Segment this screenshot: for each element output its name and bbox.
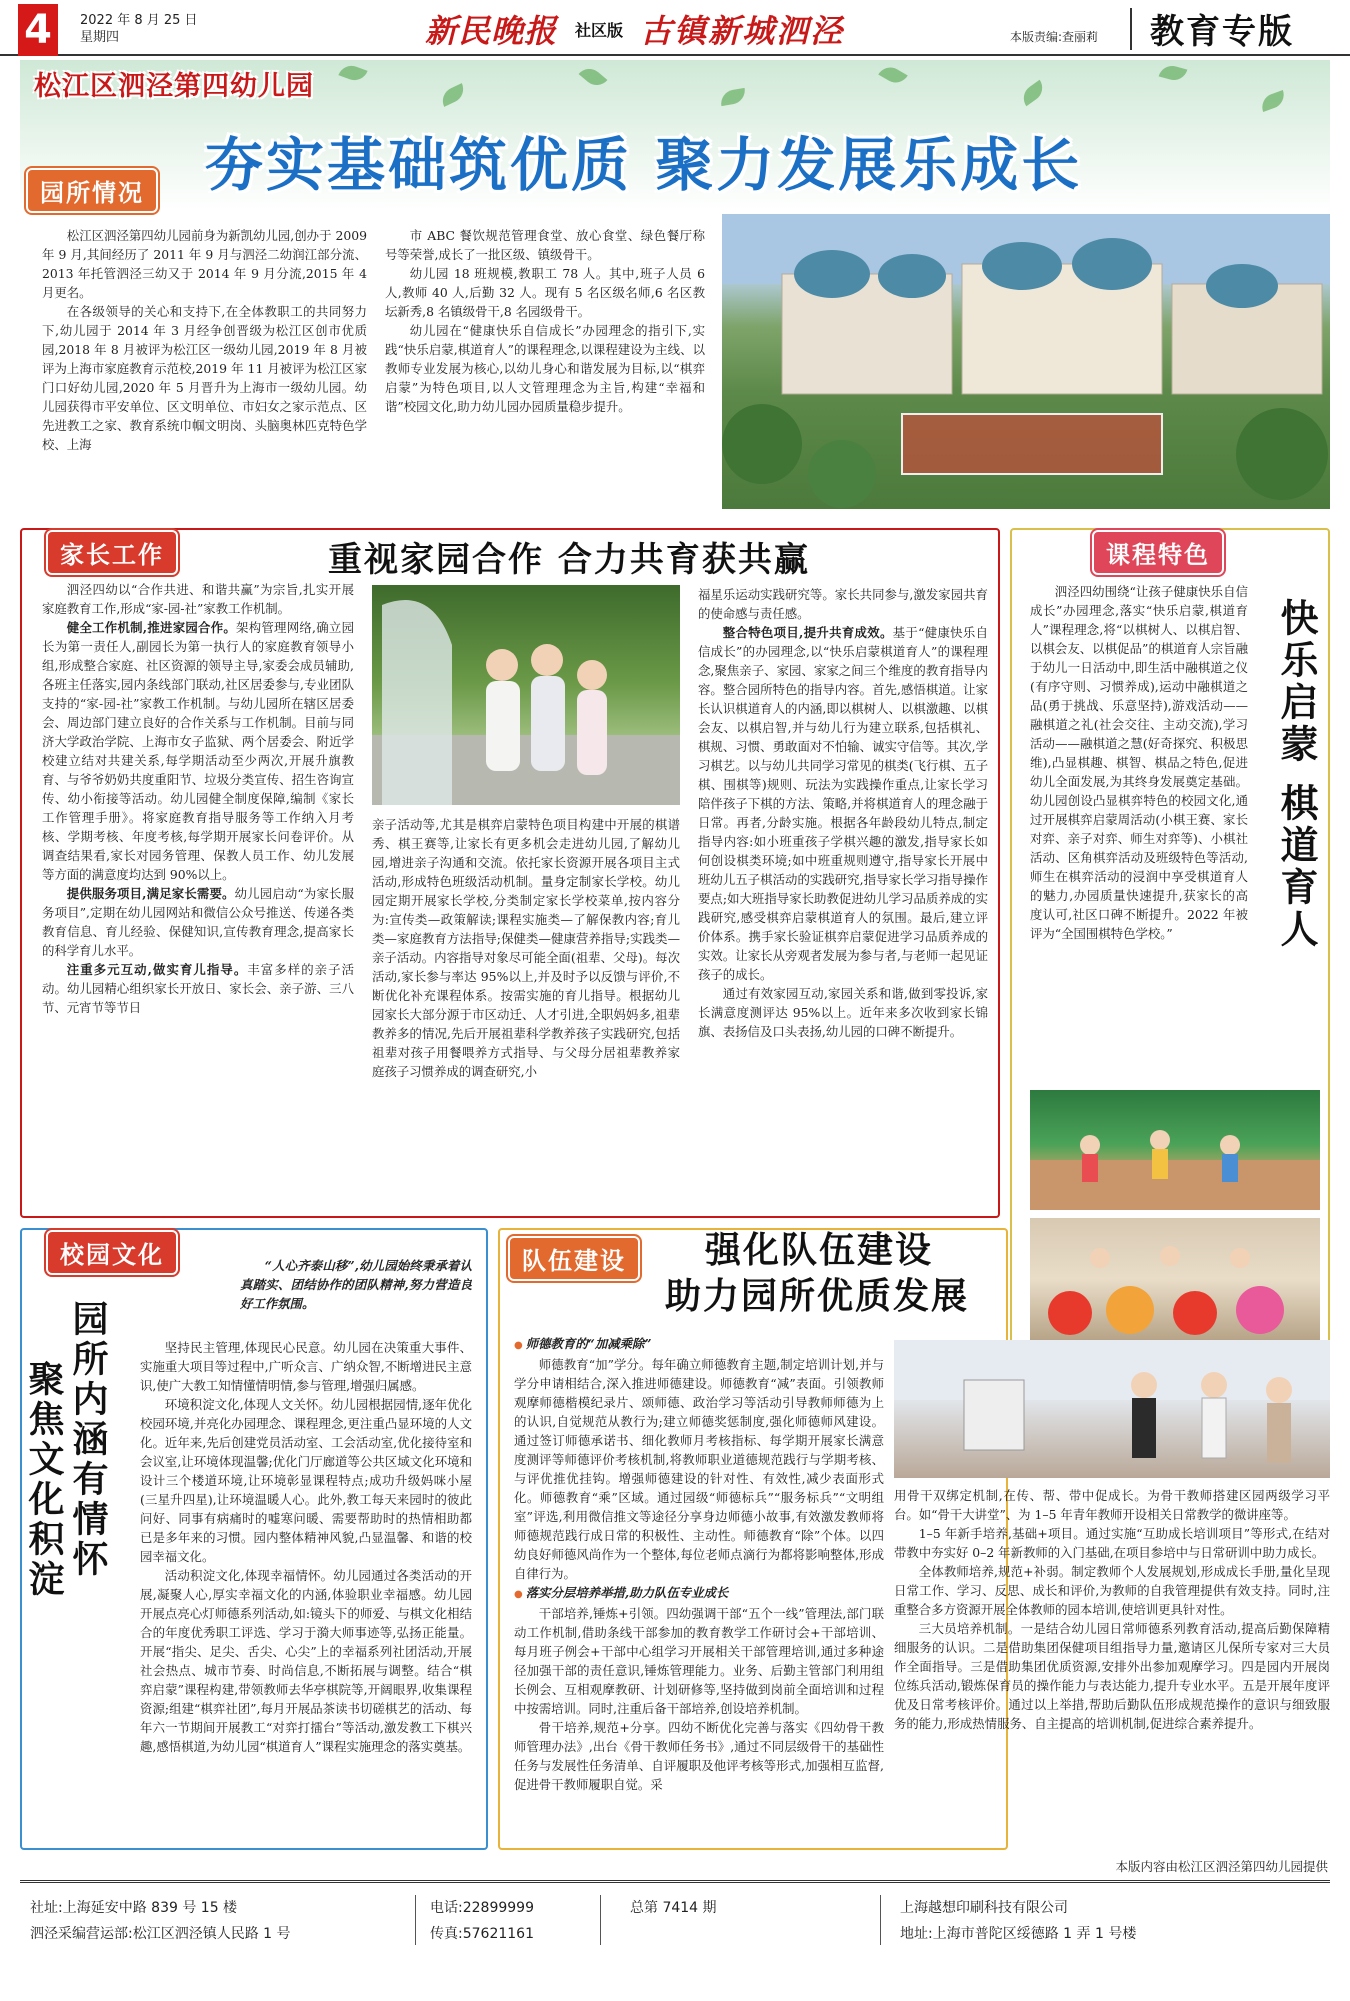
family-lead: 注重多元互动,做实育儿指导。 bbox=[66, 962, 248, 977]
culture-motto-text: “人心齐泰山移”,幼儿园始终秉承着认真踏实、团结协作的团队精神,努力营造良好工作氛围。 bbox=[240, 1258, 472, 1311]
culture-paragraph: 坚持民主管理,体现民心民意。幼儿园在决策重大事件、实施重大项目等过程中,广听众言、广纳众智,不断增进民主意识,使广大教工知情懂情明情,参与管理,增强归属感。 bbox=[140, 1340, 472, 1393]
tag-team-building: 队伍建设 bbox=[508, 1236, 640, 1281]
team-paragraph: 师德教育“加”学分。每年确立师德教育主题,制定培训计划,并与学分申请相结合,深入推进师德建设。师德教育“减”表面。引领教师观摩师德楷模纪录片、颂师德、政治学习等活动引导教师师德为上的认识,自觉规范从教行为;建立师德奖惩制度,强化师德师风建设。通过签订师德承诺书、细化教师月考核指标、每学期开展家长满意度测评等师德评价考核机制,将教师职业道德规范践行与学期考核、与评优推优挂钩。增强师德建设的针对性、有效性,减少表面形式化。师德教育“乘”区域。通过园级“师德标兵”“服务标兵”“文明组室”评选,利用微信推文等途径分享身边师德小故事,有效激发教师将师德规范践行成日常的积极性、主动性。师德教育“除”个体。以四幼良好师德风尚作为一个整体,每位老师点滴行为都将影响整体,形成自律行为。 bbox=[514, 1357, 884, 1581]
team-subheading: ● 落实分层培养举措,助力队伍专业成长 bbox=[514, 1583, 884, 1604]
tag-school-overview: 园所情况 bbox=[26, 168, 158, 213]
family-lead: 整合特色项目,提升共育成效。 bbox=[722, 625, 893, 640]
masthead bbox=[0, 0, 1350, 56]
editor-note: 本版责编:查丽莉 bbox=[1010, 30, 1099, 44]
tag-curriculum: 课程特色 bbox=[1092, 530, 1224, 575]
footer-divider bbox=[880, 1895, 881, 1945]
team-heading-line-2: 助力园所优质发展 bbox=[665, 1276, 970, 1317]
footer-issue: 总第 7414 期 bbox=[630, 1900, 717, 1916]
leaf-decoration bbox=[1258, 90, 1287, 112]
date-block bbox=[80, 12, 198, 46]
leaf-decoration bbox=[338, 62, 367, 84]
leaf-decoration bbox=[579, 63, 608, 90]
curriculum-heading: 快乐启蒙 棋道育人 bbox=[1274, 598, 1318, 952]
footer-divider bbox=[415, 1895, 416, 1945]
culture-heading-line-1: 园所内涵有情怀 bbox=[67, 1300, 108, 1580]
intro-column-1 bbox=[42, 226, 367, 498]
section-title: 教育专版 bbox=[1150, 12, 1294, 52]
content-credit: 本版内容由松江区泗泾第四幼儿园提供 bbox=[1115, 1859, 1328, 1874]
intro-paragraph: 幼儿园在“健康快乐自信成长”办园理念的指引下,实践“快乐启蒙,棋道育人”的课程理念,以课程建设为主线、以教师专业发展为核心,以幼儿身心和谐发展为目标,以“棋弈启蒙”为特色项目,以人文管理理念为主旨,构建“幸福和谐”校园文化,助力幼儿园办园质量稳步提升。 bbox=[385, 323, 705, 414]
school-name: 松江区泗泾第四幼儿园 bbox=[34, 71, 314, 102]
issue-weekday: 星期四 bbox=[80, 30, 120, 45]
family-paragraph bbox=[42, 960, 354, 1017]
family-paragraph: 福星乐运动实践研究等。家长共同参与,激发家园共育的使命感与责任感。 bbox=[698, 587, 988, 621]
team-heading-line-1: 强化队伍建设 bbox=[705, 1230, 934, 1271]
parents-illustration bbox=[372, 585, 680, 805]
intro-paragraph: 幼儿园 18 班规模,教职工 78 人。其中,班子人员 6 人,教师 40 人,后勤 32 人。现有 5 名区级名师,6 名区教坛新秀,8 名镇级骨干,8 名园级骨干。 bbox=[385, 266, 705, 319]
intro-column-2 bbox=[385, 226, 705, 498]
culture-paragraph: 环境积淀文化,体现人文关怀。幼儿园根据园情,逐年优化校园环境,并亮化办园理念、课程理念,更注重凸显环境的人文化。近年来,先后创建党员活动室、工会活动室,优化接待室和会议室,让环境体现温馨;优化门厅廊道等公共区域文化环境和设计三个楼道环境,让环境彰显课程特点;成功升级妈咪小屋(三星升四星),让环境温暖人心。此外,教工每天来园时的彼此问好、同事有病痛时的嘘寒问暖、需要帮助时的热情相助都已是多年来的习惯。园内整体精神风貌,凸显温馨、和谐的校园幸福文化。 bbox=[140, 1397, 472, 1564]
team-paragraph: 三大员培养机制。一是结合幼儿园日常师德系列教育活动,提高后勤保障精细服务的认识。二是借助集团保健项目组指导力量,邀请区儿保所专家对三大员作全面指导。三是借助集团优质资源,安排外出参加观摩学习。四是园内开展岗位练兵活动,锻炼保育员的操作能力与表达能力,提升专业水平。五是开展年度评优及日常考核评价。通过以上举措,帮助后勤队伍形成规范操作的意识与细致服务的能力,形成热情服务、自主提高的培训机制,促进综合素养提升。 bbox=[894, 1621, 1330, 1731]
family-paragraph bbox=[42, 884, 354, 960]
parents-photo bbox=[372, 585, 680, 805]
top-banner bbox=[20, 60, 1330, 210]
family-heading: 重视家园合作 合力共育获共赢 bbox=[318, 532, 820, 581]
intro-paragraph: 市 ABC 餐饮规范管理食堂、放心食堂、绿色餐厅称号等荣誉,成长了一批区级、镇级骨干。 bbox=[385, 228, 705, 262]
campus-illustration bbox=[722, 214, 1330, 509]
footer-fax: 传真:57621161 bbox=[430, 1926, 534, 1942]
leaf-decoration bbox=[438, 83, 467, 107]
team-column-1 bbox=[514, 1334, 884, 1840]
footer-printer-address: 地址:上海市普陀区绥德路 1 弄 1 号楼 bbox=[900, 1926, 1137, 1942]
culture-column bbox=[140, 1338, 472, 1838]
paper-edition: 社区版 bbox=[575, 21, 624, 40]
family-lead: 健全工作机制,推进家园合作。 bbox=[66, 620, 237, 635]
footer-phone: 电话:22899999 bbox=[430, 1900, 534, 1916]
campus-aerial-photo bbox=[722, 214, 1330, 509]
footer bbox=[20, 1880, 1330, 1990]
paper-name: 新民晚报 bbox=[425, 12, 558, 50]
family-text: 架构管理网络,确立园长为第一责任人,副园长为第一执行人的家庭教育领导小组,形成整合家庭、社区资源的领导主导,家委会成员辅助,各班主任落实,园内条线部门联动,社区居委参与,专业团队支持的“家-园-社”家教工作机制。与幼儿园所在辖区居委会、周边部门建立良好的合作关系与工作机制。目前与同济大学政治学院、上海市女子监狱、两个居委会、附近学校建立结对共建关系,每学期活动至少两次,开展升旗教育、与爷爷奶奶共度重阳节、垃圾分类宣传、招生咨询宣传、幼小衔接等活动。幼儿园健全制度保障,编制《家长工作管理手册》。将家庭教育指导服务等工作纳入月考核、学期考核、年度考核,每学期开展家长问卷评价。从调查结果看,家长对园务管理、保教人员工作、幼儿发展等方面的满意度均达到 90%以上。 bbox=[42, 620, 354, 882]
family-column-3 bbox=[698, 585, 988, 1180]
balls-illustration bbox=[1030, 1218, 1320, 1340]
leaf-decoration bbox=[719, 88, 747, 106]
teachers-award-photo bbox=[894, 1340, 1330, 1478]
curriculum-text bbox=[1030, 582, 1248, 1082]
leaf-decoration bbox=[878, 62, 908, 87]
team-heading bbox=[665, 1228, 1005, 1320]
family-text: 幼儿园启动“为家长服务项目”,定期在幼儿园网站和微信公众号推送、传递各类教育信息、育儿经验、保健知识,宣传教育理念,提高家长的科学育儿水平。 bbox=[42, 886, 354, 958]
team-column-2 bbox=[894, 1486, 1330, 1856]
team-paragraph: 用骨干双绑定机制,在传、帮、带中促成长。为骨干教师搭建区园两级学习平台。如“骨干大讲堂”、为 1–5 年青年教师开设相关日常教学的微讲座等。 bbox=[894, 1488, 1330, 1522]
main-headline: 夯实基础筑优质 聚力发展乐成长 bbox=[205, 131, 1083, 199]
culture-heading-line-2: 聚焦文化积淀 bbox=[23, 1360, 64, 1600]
team-paragraph: 1–5 年新手培养,基础+项目。通过实施“互助成长培训项目”等形式,在结对带教中夯实好 0–2 年新教师的入门基础,在项目参培中与日常研训中助力成长。 bbox=[894, 1526, 1330, 1560]
culture-paragraph: 活动积淀文化,体现幸福情怀。幼儿园通过各类活动的开展,凝聚人心,厚实幸福文化的内涵,体验职业幸福感。幼儿园开展点亮心灯师德系列活动,如:镜头下的师爱、与棋文化相结合的年度优秀职工评选、学习于漪大师事迹等,弘扬正能量。开展“指尖、足尖、舌尖、心尖”上的幸福系列社团活动,开展社会热点、城市节奏、时尚信息,不断拓展与调整。结合“棋弈启蒙”课程构建,带领教师去华亭棋院等,开阔眼界,收集课程资源;组建“棋弈社团”,每月开展品茶读书切磋棋艺的活动、每年六一节期间开展教工“对弈打擂台”等活动,激发教工下棋兴趣,感悟棋道,为幼儿园“棋道育人”课程实施理念的落实奠基。 bbox=[140, 1568, 472, 1754]
page-number: 4 bbox=[18, 4, 58, 56]
intro-paragraph: 松江区泗泾第四幼儿园前身为新凯幼儿园,创办于 2009 年 9 月,其间经历了 2011 年 9 月与泗泾二幼润江部分流、2013 年托管泗泾三幼又于 2014 年 9 月分流,2015 年 4 月更名。 bbox=[42, 228, 367, 300]
teachers-illustration bbox=[894, 1340, 1330, 1478]
playground-illustration bbox=[1030, 1090, 1320, 1210]
team-paragraph: 干部培养,锤炼+引领。四幼强调干部“五个一线”管理法,部门联动工作机制,借助条线干部参加的教育教学工作研讨会+干部培训、每月班子例会+干部中心组学习开展相关干部管理培训,通过多种途径加强干部的责任意识,锤炼管理能力。业务、后勤主管部门利用组长例会、互相观摩教研、计划研修等,坚持做到岗前全面培训和过程中按需培训。同时,注重后备干部培养,创设培养机制。 bbox=[514, 1606, 884, 1716]
paper-local-name: 古镇新城泗泾 bbox=[640, 12, 845, 50]
family-lead: 提供服务项目,满足家长需要。 bbox=[66, 886, 235, 901]
team-paragraph: 全体教师培养,规范+补弱。制定教师个人发展规划,形成成长手册,量化呈现日常工作、学习、反思、成长和评价,为教师的自我管理提供有效支持。同时,注重整合多方资源开展全体教师的园本培训,使培训更具针对性。 bbox=[894, 1564, 1330, 1617]
issue-date: 2022 年 8 月 25 日 bbox=[80, 13, 198, 28]
curriculum-paragraph: 泗泾四幼围绕“让孩子健康快乐自信成长”办园理念,落实“快乐启蒙,棋道育人”课程理念,将“以棋树人、以棋启智、以棋会友、以棋促品”的棋道育人宗旨融于幼儿一日活动中,即生活中融棋道之仪(有序守则、习惯养成),运动中融棋道之品(勇于挑战、乐意坚持),游戏活动——融棋道之礼(社会交往、主动交流),学习活动——融棋道之慧(好奇探究、积极思维),凸显棋趣、棋智、棋品之特色,促进幼儿全面发展,为其终身发展奠定基础。幼儿园创设凸显棋弈特色的校园文化,通过开展棋弈启蒙周活动(小棋王赛、家长对弈、亲子对弈、师生对弈等)、小棋社活动、区角棋弈活动及班级特色等活动,师生在棋弈活动的浸润中享受棋道育人的魅力,办园质量快速提升,获家长的高度认可,社区口碑不断提升。2022 年被评为“全国围棋特色学校。” bbox=[1030, 584, 1248, 941]
team-subheading: ● 师德教育的“加减乘除” bbox=[514, 1334, 884, 1355]
footer-address: 社址:上海延安中路 839 号 15 楼 bbox=[30, 1900, 238, 1916]
tag-campus-culture: 校园文化 bbox=[46, 1230, 178, 1275]
culture-motto bbox=[240, 1256, 472, 1334]
family-column-1 bbox=[42, 580, 354, 1180]
family-paragraph: 泗泾四幼以“合作共进、和谐共赢”为宗旨,扎实开展家庭教育工作,形成“家-园-社”家教工作机制。 bbox=[42, 582, 354, 616]
family-paragraph: 亲子活动等,尤其是棋弈启蒙特色项目构建中开展的棋谱秀、棋王赛等,让家长有更多机会走进幼儿园,了解幼儿园,增进亲子沟通和交流。依托家长资源开展各项目主式活动,形成特色班级活动机制。量身定制家长学校。幼儿园定期开展家长学校,分类制定家长学校菜单,按内容分为:宣传类—政策解读;课程实施类—了解保教内容;育儿类—家庭教育方法指导;保健类—健康营养指导;实践类—亲子活动。内容指导对象尽可能全面(祖辈、父母)。每次活动,家长参与率达 95%以上,并及时予以反馈与评价,不断优化补充课程体系。按需实施的育儿指导。根据幼儿园家长大部分源于市区动迁、人才引进,全职妈妈多,祖辈教养多的情况,先后开展祖辈科学教养孩子实践研究,包括祖辈对孩子用餐喂养方式指导、与父母分居祖辈教养家庭孩子习惯养成的调查研究,小 bbox=[372, 817, 680, 1079]
family-paragraph bbox=[42, 618, 354, 884]
family-paragraph bbox=[698, 623, 988, 984]
footer-station: 泗泾采编营运部:松江区泗泾镇人民路 1 号 bbox=[30, 1926, 291, 1942]
footer-printer: 上海越想印刷科技有限公司 bbox=[900, 1900, 1068, 1916]
intro-paragraph: 在各级领导的关心和支持下,在全体教职工的共同努力下,幼儿园于 2014 年 3 月经争创晋级为松江区创市优质园,2018 年 8 月被评为松江区一级幼儿园,2019 年 8 月被评为上海市家庭教育示范校,2019 年 11 月被评为松江区家门口好幼儿园,2020 年 5 月晋升为上海市一级幼儿园。幼儿园获得市平安单位、区文明单位、市妇女之家示范点、区先进教工之家、教育系统巾帼文明岗、头脑奥林匹克特色学校、上海 bbox=[42, 304, 367, 452]
family-column-2 bbox=[372, 815, 680, 1180]
kids-playground-photo bbox=[1030, 1090, 1320, 1210]
family-text: 丰富多样的亲子活动。幼儿园精心组织家长开放日、家长会、亲子游、三八节、元宵节等节日 bbox=[42, 962, 354, 1015]
footer-contact-block bbox=[430, 1895, 534, 1947]
family-paragraph: 通过有效家园互动,家园关系和谐,做到零投诉,家长满意度测评达 95%以上。近年来多次收到家长锦旗、表扬信及口头表扬,幼儿园的口碑不断提升。 bbox=[698, 986, 988, 1039]
footer-printer-block bbox=[900, 1895, 1136, 1947]
leaf-decoration bbox=[1018, 80, 1047, 106]
footer-divider bbox=[600, 1895, 601, 1945]
family-text: 基于“健康快乐自信成长”的办园理念,以“快乐启蒙棋道育人”的课程理念,聚焦亲子、家园、家家之间三个维度的教育指导内容。整合园所特色的指导内容。首先,感悟棋道。让家长认识棋道育人的内涵,即以棋树人、以棋激趣、以棋会友、以棋启智,并与幼儿行为建立联系,包括棋礼、棋规、习惯、勇敢面对不怕输、诚实守信等。其次,学习棋艺。以与幼儿共同学习常见的棋类(飞行棋、五子棋、围棋等)规则、玩法为实践操作重点,让家长学习陪伴孩子下棋的方法、策略,并将棋道育人的理念融于日常。再者,分龄实施。根据各年龄段幼儿特点,制定指导内容:如小班重孩子学棋兴趣的激发,指导家长如何创设棋类环境;如中班重规则遵守,指导家长开展中班幼儿五子棋活动的实践研究,指导家长学习指导操作要点;如大班指导家长助教促进幼儿学习品质养成的实践研究,感受棋弈启蒙棋道育人的氛围。最后,建立评价体系。携手家长验证棋弈启蒙促进学习品质养成的实效。让家长从旁观者发展为参与者,与老师一起见证孩子的成长。 bbox=[698, 625, 988, 982]
header-divider bbox=[1130, 8, 1132, 50]
team-paragraph: 骨干培养,规范+分享。四幼不断优化完善与落实《四幼骨干教师管理办法》,出台《骨干教师任务书》,通过不同层级骨干的基础性任务与发展性任务清单、自评履职及他评考核等形式,加强相互监督,促进骨干教师履职自觉。采 bbox=[514, 1720, 884, 1792]
kids-ball-photo bbox=[1030, 1218, 1320, 1340]
leaf-decoration bbox=[1159, 63, 1188, 83]
tag-family-work: 家长工作 bbox=[46, 530, 178, 575]
footer-address-block bbox=[30, 1895, 291, 1947]
